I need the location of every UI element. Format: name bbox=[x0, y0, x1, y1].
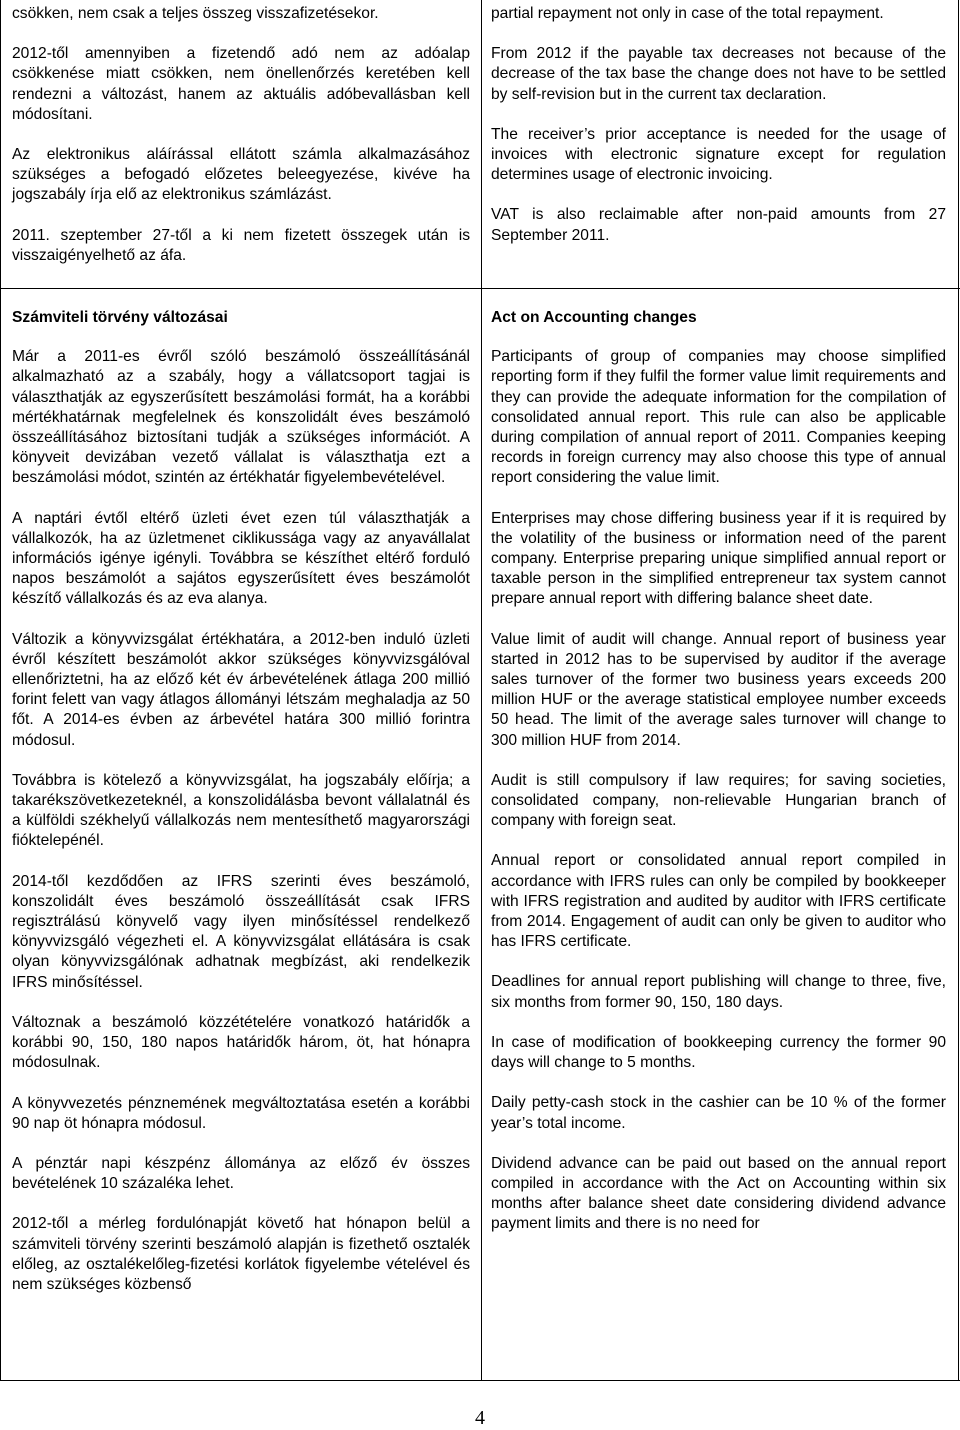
table-border-bottom bbox=[0, 1380, 960, 1381]
top-hungarian-cell bbox=[12, 4, 470, 286]
paragraph: A naptári évtől eltérő üzleti évet ezen túl választhatják a vállalkozók, ha az üzletmenet ciklikussága vagy az anyavállalat információs igénye igényli. Továbbra se készíthet eltérő forduló napos beszámolót a sajátos egyszerűsített éves beszámolót készítő vállalkozás és az eva alanya. bbox=[12, 509, 470, 608]
paragraph: 2012-től a mérleg fordulónapját követő hat hónapon belül a számviteli törvény szerinti beszámoló alapján is fizethető osztalék előleg, az osztalékelőleg-fizetési korlátok figyelembe vételével és nem szükséges közbenső bbox=[12, 1215, 470, 1293]
section-title: Számviteli törvény változásai bbox=[12, 309, 228, 326]
table-row-separator bbox=[0, 288, 960, 289]
paragraph: Változnak a beszámoló közzétételére vonatkozó határidők a korábbi 90, 150, 180 napos határidők három, öt, hat hónapra módosulnak. bbox=[12, 1013, 470, 1072]
table-border-right bbox=[958, 0, 959, 1381]
table-divider-middle bbox=[481, 0, 482, 1381]
paragraph: 2012-től amennyiben a fizetendő adó nem az adóalap csökkenése miatt csökken, nem önellenőrzés keretében kell rendezni a változást, hanem az aktuális adóbevallásban kell módosítani. bbox=[12, 45, 470, 123]
paragraph: Deadlines for annual report publishing will change to three, five, six months from former 90, 150, 180 days. bbox=[491, 973, 946, 1011]
page-number: 4 bbox=[475, 1407, 485, 1429]
paragraph: Dividend advance can be paid out based on the annual report compiled in accordance with the Act on Accounting within six months after balance sheet date considering dividend advance payment limits and there is no need for bbox=[491, 1154, 946, 1233]
paragraph: Változik a könyvvizsgálat értékhatára, a 2012-ben induló üzleti évről készített beszámolót akkor szükséges könyvvizsgálóval ellenőriztetni, ha az előző két év árbevételének átlaga 200 millió forint felett van vagy átlagos állományi létszám meghaladja az 50 főt. A 2014-es évben az árbevétel határa 300 millió forintra módosul. bbox=[12, 630, 470, 749]
section-title: Act on Accounting changes bbox=[491, 309, 697, 326]
paragraph: In case of modification of bookkeeping currency the former 90 days will change to 5 months. bbox=[491, 1033, 946, 1072]
paragraph: From 2012 if the payable tax decreases not because of the decrease of the tax base the change does not have to be settled by self-revision but in the current tax declaration. bbox=[491, 45, 946, 103]
bottom-hungarian-cell bbox=[12, 308, 470, 1315]
bottom-english-cell bbox=[491, 308, 946, 1255]
paragraph: Participants of group of companies may choose simplified reporting form if they fulfil the former value limit requirements and they can provide the adequate information for the compilation of consolidated annual report. This rule can also be applicable during compilation of annual report of 2011. Companies keeping records in foreign currency may also choose this type of annual report considering the value limit. bbox=[491, 348, 946, 487]
paragraph: A könyvvezetés pénznemének megváltoztatása esetén a korábbi 90 nap öt hónapra módosul. bbox=[12, 1094, 470, 1132]
paragraph: Az elektronikus aláírással ellátott számla alkalmazásához szükséges a befogadó előzetes beleegyezése, kivéve ha jogszabály írja elő az elektronikus számlázást. bbox=[12, 146, 470, 204]
paragraph: Value limit of audit will change. Annual report of business year started in 2012 has to be supervised by auditor if the average sales turnover of the former two business years exceeds 200 million HUF or the average statistical employee number exceeds 50 head. The limit of the average sales turnover will change to 300 million HUF from 2014. bbox=[491, 630, 946, 749]
paragraph: Továbbra is kötelező a könyvvizsgálat, ha jogszabály előírja; a takarékszövetkezeteknél, a konszolidálásba bevont vállalatnál és a külföldi székhelyű vállalkozás nem mentesíthető magyarországi fióktelepénél. bbox=[12, 771, 470, 850]
paragraph: csökken, nem csak a teljes összeg visszafizetésekor. bbox=[12, 5, 379, 22]
table-border-left bbox=[0, 0, 1, 1381]
paragraph: VAT is also reclaimable after non-paid amounts from 27 September 2011. bbox=[491, 206, 946, 244]
paragraph: partial repayment not only in case of the total repayment. bbox=[491, 5, 884, 22]
paragraph: 2014-től kezdődően az IFRS szerinti éves beszámoló, konszolidált éves beszámoló összeállítását csak IFRS regisztrálású könyvelő vagy ilyen minősítéssel rendelkező könyvvizsgáló végezheti el. A könyvvizsgálat ellátására is csak olyan könyvvizsgálónak adhatnak megbízást, aki rendelkezik IFRS minősítéssel. bbox=[12, 872, 470, 991]
paragraph: Már a 2011-es évről szóló beszámoló összeállításánál alkalmazható az a szabály, hogy a vállatcsoport tagjai is választhatják az egyszerűsített beszámolási formát, ha a korábbi mértékhatárnak megfelelnek és konszolidált éves beszámoló összeállításához biztosítani tudják a szükséges információt. A könyveit devizában vezető vállalat is választhatja ezt a beszámolási módot, szintén az értékhatár figyelembevételével. bbox=[12, 348, 470, 487]
paragraph: Enterprises may chose differing business year if it is required by the volatility of the business or information need of the parent company. Enterprise preparing unique simplified annual report or taxable person in the simplified entrepreneur tax system cannot prepare annual report with differing balance sheet date. bbox=[491, 509, 946, 608]
paragraph: The receiver’s prior acceptance is needed for the usage of invoices with electronic signature except for regulation determines usage of electronic invoicing. bbox=[491, 125, 946, 184]
paragraph: Audit is still compulsory if law requires; for saving societies, consolidated company, non-relievable Hungarian branch of company with foreign seat. bbox=[491, 771, 946, 830]
paragraph: Daily petty-cash stock in the cashier can be 10 % of the former year’s total income. bbox=[491, 1094, 946, 1132]
top-english-cell bbox=[491, 4, 946, 266]
paragraph: Annual report or consolidated annual report compiled in accordance with IFRS rules can only be compiled by bookkeeper with IFRS registration and audited by auditor with IFRS certificate from 2014. Engagement of audit can only be given to auditor who has IFRS certificate. bbox=[491, 852, 946, 951]
paragraph: 2011. szeptember 27-től a ki nem fizetett összegek után is visszaigényelhető az áfa. bbox=[12, 226, 470, 264]
paragraph: A pénztár napi készpénz állománya az előző év összes bevételének 10 százaléka lehet. bbox=[12, 1154, 470, 1193]
